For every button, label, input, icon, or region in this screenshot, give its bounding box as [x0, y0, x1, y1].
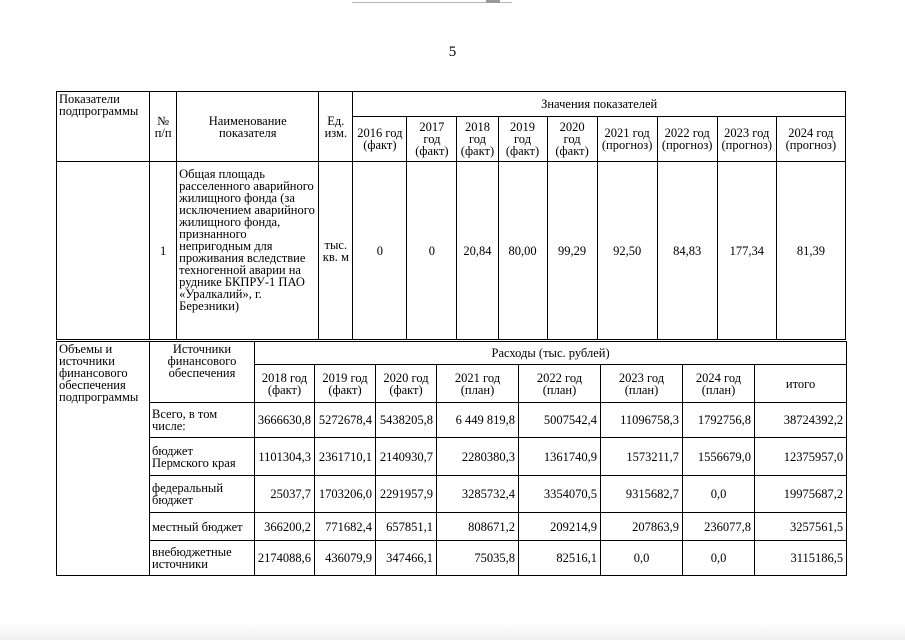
amount-cell: 5272678,4 — [315, 403, 376, 438]
table-row — [57, 403, 847, 438]
funding-year-header: 2019 год (факт) — [315, 365, 376, 403]
amount-cell: 657851,1 — [376, 513, 437, 541]
funding-section-label: Объемы и источники финансового обеспечения подпрограммы — [57, 342, 150, 576]
year-header: 2024 год (прогноз) — [776, 117, 845, 162]
amount-cell: 209214,9 — [519, 513, 601, 541]
section-spacer — [57, 162, 150, 340]
column-header-source: Источники финансового обеспечения — [150, 342, 255, 403]
indicator-number: 1 — [150, 162, 177, 340]
amount-cell: 771682,4 — [315, 513, 376, 541]
amount-cell: 808671,2 — [437, 513, 519, 541]
values-header: Значения показателей — [353, 92, 846, 117]
amount-cell: 347466,1 — [376, 541, 437, 576]
indicator-value: 99,29 — [547, 162, 597, 340]
indicator-value: 0 — [353, 162, 407, 340]
source-label: внебюджетные источники — [150, 541, 255, 576]
amount-cell: 366200,2 — [255, 513, 315, 541]
amount-cell: 0,0 — [601, 541, 683, 576]
amount-total-cell: 3257561,5 — [755, 513, 847, 541]
year-header: 2019 год (факт) — [498, 117, 547, 162]
funding-total-header: итого — [755, 365, 847, 403]
indicator-value: 81,39 — [776, 162, 845, 340]
column-header-unit: Ед. изм. — [319, 92, 353, 162]
scan-bottom-edge — [0, 622, 905, 640]
indicator-value: 84,83 — [657, 162, 717, 340]
table-row — [57, 476, 847, 513]
amount-total-cell: 3115186,5 — [755, 541, 847, 576]
amount-cell: 1556679,0 — [683, 438, 755, 476]
year-header: 2017 год (факт) — [407, 117, 457, 162]
indicators-section-label: Показатели подпрограммы — [57, 92, 150, 162]
indicator-value: 92,50 — [597, 162, 657, 340]
funding-year-header: 2018 год (факт) — [255, 365, 315, 403]
indicator-value: 20,84 — [457, 162, 498, 340]
amount-cell: 2174088,6 — [255, 541, 315, 576]
page-number: 5 — [448, 44, 457, 60]
year-header: 2016 год (факт) — [353, 117, 407, 162]
amount-cell: 1573211,7 — [601, 438, 683, 476]
amount-cell: 3354070,5 — [519, 476, 601, 513]
table-row — [57, 541, 847, 576]
year-header: 2018 год (факт) — [457, 117, 498, 162]
amount-cell: 1703206,0 — [315, 476, 376, 513]
funding-table — [56, 341, 847, 576]
year-header: 2023 год (прогноз) — [717, 117, 776, 162]
amount-cell: 2280380,3 — [437, 438, 519, 476]
amount-total-cell: 19975687,2 — [755, 476, 847, 513]
indicators-table — [56, 91, 846, 340]
amount-cell: 1792756,8 — [683, 403, 755, 438]
amount-cell: 25037,7 — [255, 476, 315, 513]
amount-cell: 2140930,7 — [376, 438, 437, 476]
amount-cell: 5007542,4 — [519, 403, 601, 438]
amount-cell: 11096758,3 — [601, 403, 683, 438]
year-header: 2020 год (факт) — [547, 117, 597, 162]
year-header: 2022 год (прогноз) — [657, 117, 717, 162]
amount-cell: 9315682,7 — [601, 476, 683, 513]
amount-cell: 436079,9 — [315, 541, 376, 576]
source-label: бюджет Пермского края — [150, 438, 255, 476]
indicator-unit: тыс. кв. м — [319, 162, 353, 340]
amount-cell: 1361740,9 — [519, 438, 601, 476]
expenses-header: Расходы (тыс. рублей) — [255, 342, 847, 365]
amount-cell: 6 449 819,8 — [437, 403, 519, 438]
scan-artifact-mark — [486, 0, 500, 3]
indicator-name: Общая площадь расселенного аварийного жилищного фонда (за исключением аварийного жилищного фонда, признанного непригодным для проживания вследствие техногенной аварии на руднике БКПРУ-1 ПАО «Уралкалий», г. Березники) — [177, 162, 319, 340]
amount-cell: 2291957,9 — [376, 476, 437, 513]
amount-cell: 0,0 — [683, 541, 755, 576]
indicator-value: 177,34 — [717, 162, 776, 340]
funding-year-header: 2022 год (план) — [519, 365, 601, 403]
funding-year-header: 2023 год (план) — [601, 365, 683, 403]
funding-year-header: 2020 год (факт) — [376, 365, 437, 403]
amount-cell: 3285732,4 — [437, 476, 519, 513]
amount-cell: 82516,1 — [519, 541, 601, 576]
amount-cell: 75035,8 — [437, 541, 519, 576]
column-header-number: № п/п — [150, 92, 177, 162]
table-row — [57, 513, 847, 541]
amount-cell: 2361710,1 — [315, 438, 376, 476]
funding-year-header: 2021 год (план) — [437, 365, 519, 403]
year-header: 2021 год (прогноз) — [597, 117, 657, 162]
amount-cell: 1101304,3 — [255, 438, 315, 476]
column-header-name: Наименование показателя — [177, 92, 319, 162]
amount-cell: 207863,9 — [601, 513, 683, 541]
amount-cell: 3666630,8 — [255, 403, 315, 438]
table-row — [57, 438, 847, 476]
source-label: федеральный бюджет — [150, 476, 255, 513]
amount-cell: 0,0 — [683, 476, 755, 513]
amount-cell: 236077,8 — [683, 513, 755, 541]
funding-year-header: 2024 год (план) — [683, 365, 755, 403]
source-label: Всего, в том числе: — [150, 403, 255, 438]
indicator-value: 0 — [407, 162, 457, 340]
amount-cell: 5438205,8 — [376, 403, 437, 438]
source-label: местный бюджет — [150, 513, 255, 541]
amount-total-cell: 12375957,0 — [755, 438, 847, 476]
amount-total-cell: 38724392,2 — [755, 403, 847, 438]
indicator-value: 80,00 — [498, 162, 547, 340]
